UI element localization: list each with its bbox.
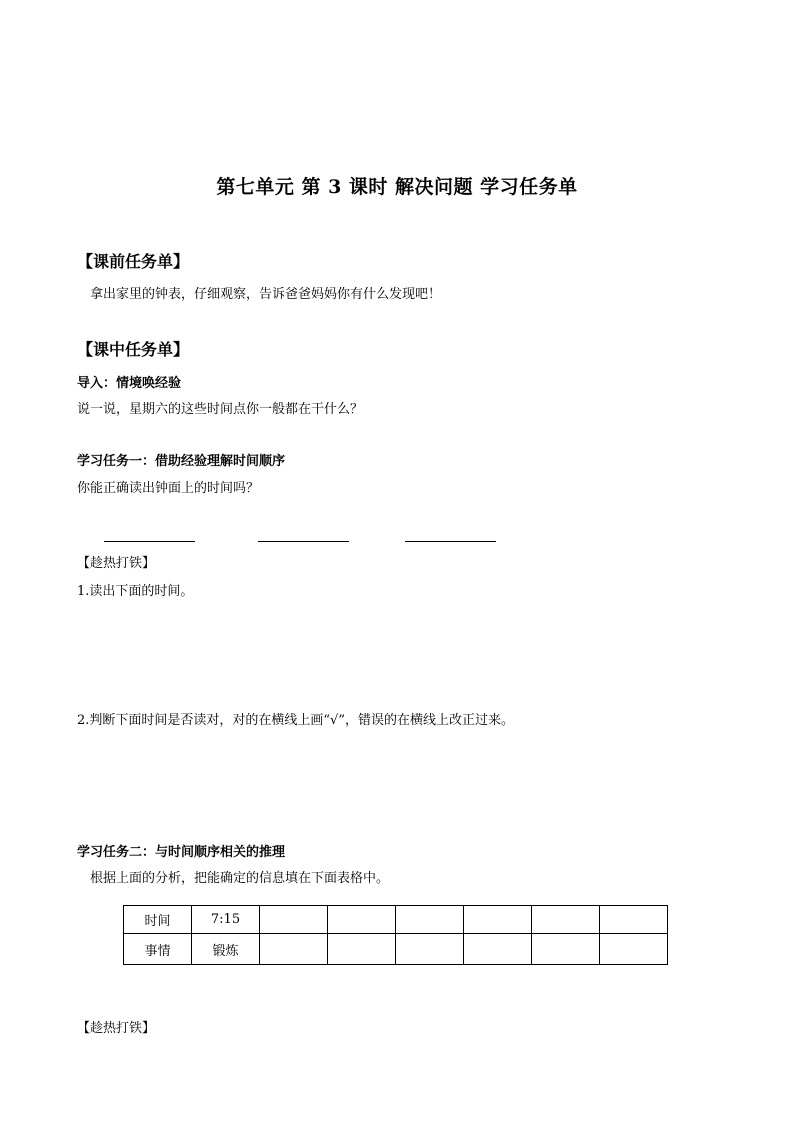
task1-title: 学习任务一：借助经验理解时间顺序 [77,454,286,469]
time-cell[interactable] [464,906,532,934]
answer-blank-3[interactable] [405,541,496,542]
task2-title: 学习任务二：与时间顺序相关的推理 [77,845,286,860]
task2-text: 根据上面的分析，把能确定的信息填在下面表格中。 [90,871,390,886]
event-cell: 锻炼 [192,934,260,965]
answer-blank-2[interactable] [258,541,349,542]
event-cell[interactable] [532,934,600,965]
time-cell[interactable] [396,906,464,934]
in-class-heading: 【课中任务单】 [77,340,190,359]
time-cell[interactable] [532,906,600,934]
page-title: 第七单元 第 3 课时 解决问题 学习任务单 [216,176,578,198]
task2-practice-heading: 【趁热打铁】 [77,1021,156,1036]
table-row [124,934,668,965]
intro-text: 说一说，星期六的这些时间点你一般都在干什么？ [77,402,364,417]
pre-class-heading: 【课前任务单】 [77,252,190,271]
schedule-table [123,905,668,965]
task1-question-1: 1.读出下面的时间。 [77,584,194,599]
row-header-time: 时间 [124,906,192,934]
event-cell[interactable] [260,934,328,965]
event-cell[interactable] [600,934,668,965]
task1-question-2: 2.判断下面时间是否读对，对的在横线上画“√”，错误的在横线上改正过来。 [77,713,514,728]
time-cell: 7:15 [192,906,260,934]
event-cell[interactable] [396,934,464,965]
time-cell[interactable] [328,906,396,934]
event-cell[interactable] [328,934,396,965]
time-cell[interactable] [600,906,668,934]
table-row [124,906,668,934]
pre-class-text: 拿出家里的钟表，仔细观察，告诉爸爸妈妈你有什么发现吧！ [90,287,442,302]
intro-title: 导入：情境唤经验 [77,376,182,391]
time-cell[interactable] [260,906,328,934]
row-header-event: 事情 [124,934,192,965]
task1-practice-heading: 【趁热打铁】 [77,556,156,571]
event-cell[interactable] [464,934,532,965]
answer-blank-1[interactable] [104,541,195,542]
task1-text: 你能正确读出钟面上的时间吗？ [77,481,260,496]
